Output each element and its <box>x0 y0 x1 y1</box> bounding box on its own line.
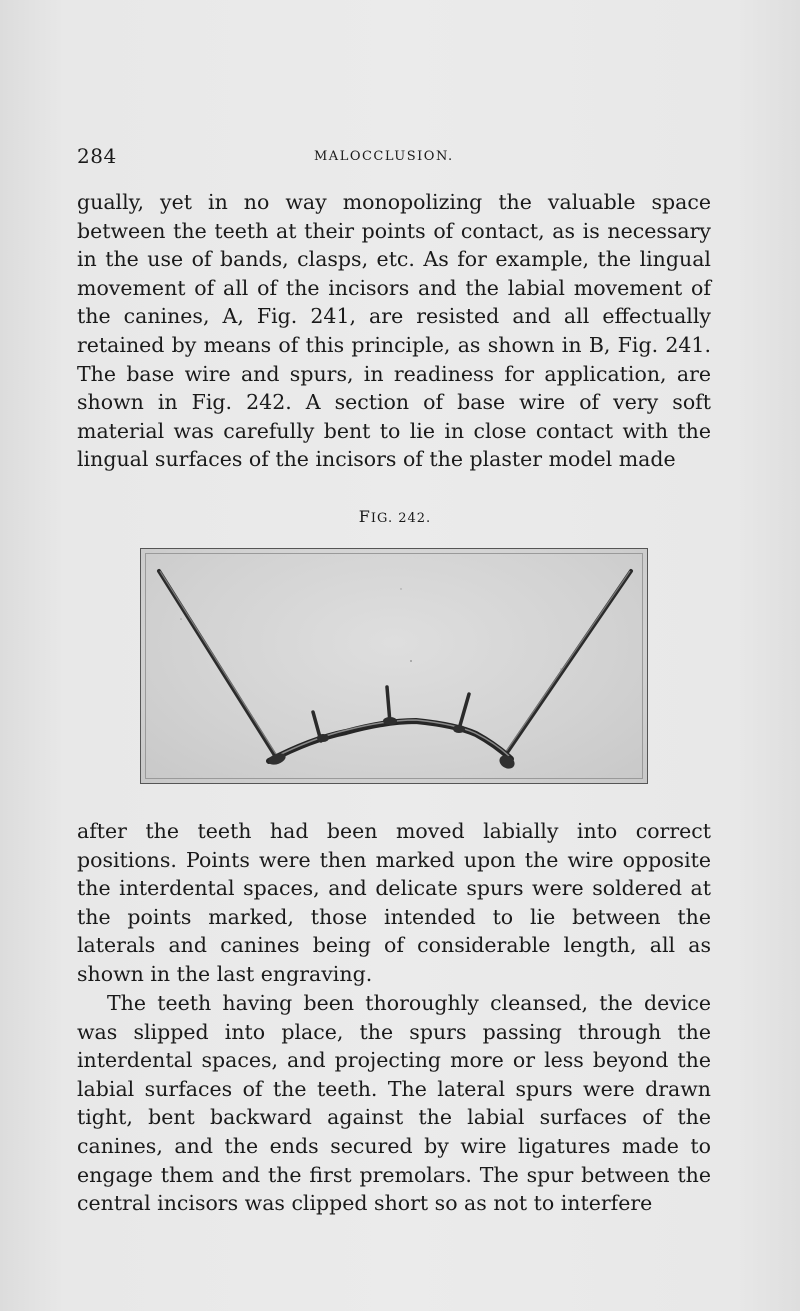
figure-base-wire-with-spurs <box>140 548 648 784</box>
body-paragraph-2 <box>77 817 711 989</box>
paragraph-text: after the teeth had been moved labially into correct positions. Points were then marked upon the wire opposite the interdental spaces, and delicate spurs were soldered at the points marked, those intended to lie between the laterals and canines being of considerable length, all as shown in the last engraving. <box>77 819 711 986</box>
running-title: MALOCCLUSION. <box>314 149 454 164</box>
figure-caption-initial: F <box>358 507 371 526</box>
wire-illustration <box>141 549 649 785</box>
running-head <box>77 144 710 174</box>
figure-caption-text: IG. 242. <box>370 511 432 526</box>
figure-caption <box>0 507 790 526</box>
paragraph-text: gually, yet in no way monopolizing the valuable space between the teeth at their points of contact, as is necessary in the use of bands, clasps, etc. As for example, the lingual movement of all of the incisors and the labial movement of the canines, A, Fig. 241, are resisted and all effectually retained by means of this principle, as shown in B, Fig. 241. The base wire and spurs, in readiness for application, are shown in Fig. 242. A section of base wire of very soft material was carefully bent to lie in close contact with the lingual surfaces of the incisors of the plaster model made <box>77 190 711 472</box>
base-wire-arch <box>269 721 511 761</box>
body-paragraph-3 <box>77 989 711 1218</box>
paragraph-text: The teeth having been thoroughly cleansed, the device was slipped into place, the spurs passing through the interdental spaces, and projecting more or less beyond the labial surfaces of the teeth. The lateral spurs were drawn tight, bent backward against the labial surfaces of the canines, and the ends secured by wire ligatures made to engage them and the first premolars. The spur between the central incisors was clipped short so as not to interfere <box>77 991 711 1216</box>
right-wire-arm <box>506 571 631 754</box>
body-paragraph-1 <box>77 188 711 474</box>
spur-right-lateral <box>459 694 469 729</box>
left-wire-arm <box>159 571 276 757</box>
page-number: 284 <box>77 144 117 168</box>
